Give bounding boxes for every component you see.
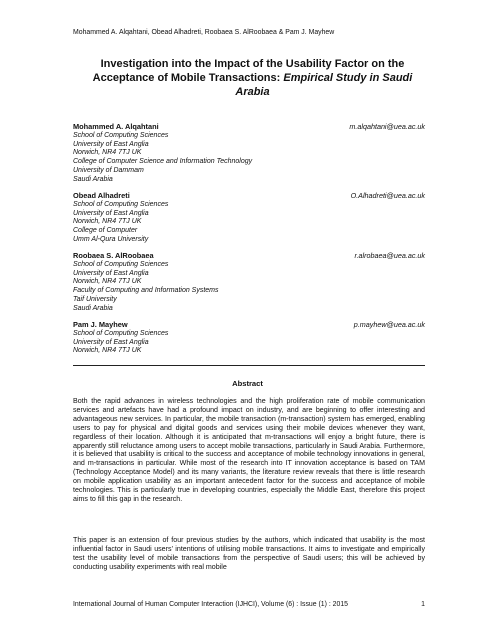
title-line-2-italic: Empirical Study in Saudi <box>283 72 413 84</box>
author-name: Pam J. Mayhew <box>73 320 128 329</box>
title-line-3: Arabia <box>235 86 270 98</box>
author-block <box>73 123 425 185</box>
author-email[interactable]: m.alqahtani@uea.ac.uk <box>349 122 425 131</box>
author-name: Obead Alhadreti <box>73 191 130 200</box>
affiliation-line: University of East Anglia <box>73 140 149 148</box>
affiliation-line: School of Computing Sciences <box>73 131 169 139</box>
affiliation-line: Norwich, NR4 7TJ UK <box>73 278 142 286</box>
paper-title <box>60 57 445 99</box>
affiliation-line: Faculty of Computing and Information Systems <box>73 287 219 295</box>
affiliation-line: University of Dammam <box>73 166 144 174</box>
affiliation-line: Norwich, NR4 7TJ UK <box>73 218 142 226</box>
author-email[interactable]: O.Alhadreti@uea.ac.uk <box>350 191 425 200</box>
affiliation-line: Saudi Arabia <box>73 304 113 312</box>
body-paragraph: This paper is an extension of four previous studies by the authors, which indicated that usability is the most influential factor in Saudi users’ intentions of utilising mobile transactions. It aims to investigate and empirically test the usability level of mobile transactions from the perspective of Saudi users; this will be achieved by conducting usability experiments with real mobile <box>73 536 425 571</box>
author-email[interactable]: p.mayhew@uea.ac.uk <box>353 320 425 329</box>
affiliation-line: Saudi Arabia <box>73 175 113 183</box>
affiliation-line: University of East Anglia <box>73 338 149 346</box>
abstract-heading: Abstract <box>232 379 263 388</box>
journal-citation: International Journal of Human Computer Interaction (IJHCI), Volume (6) : Issue (1) : 2015 <box>73 601 348 608</box>
author-block <box>73 321 425 356</box>
running-header: Mohammed A. Alqahtani, Obead Alhadreti, Roobaea S. AlRoobaea & Pam J. Mayhew <box>73 29 335 36</box>
author-block <box>73 192 425 245</box>
affiliation-line: Norwich, NR4 7TJ UK <box>73 149 142 157</box>
affiliation-line: School of Computing Sciences <box>73 260 169 268</box>
title-line-2-plain: Acceptance of Mobile Transactions: <box>92 72 284 84</box>
affiliation-line: Umm Al-Qura University <box>73 235 149 243</box>
author-name: Mohammed A. Alqahtani <box>73 122 159 131</box>
author-email[interactable]: r.alrobaea@uea.ac.uk <box>354 251 425 260</box>
affiliation-line: Norwich, NR4 7TJ UK <box>73 347 142 355</box>
affiliation-line: Taif University <box>73 295 117 303</box>
abstract-paragraph: Both the rapid advances in wireless technologies and the high proliferation rate of mobile communication services and artefacts have had a profound impact on industry, and are beginning to offer interesting and advantageous new services. In particular, the mobile transaction (m-transaction) system has emerged, enabling users to pay for physical and digital goods and services using their mobile devices whenever they want, regardless of their location. Although it is anticipated that m-transactions will enjoy a bright future, there is apparently still reluctance among users to accept mobile transactions, particularly in Saudi Arabia. Furthermore, it is believed that usability is critical to the success and acceptance of mobile technology innovations in general, and m-transactions in particular. While most of the research into IT innovation acceptance is based on TAM (Technology Acceptance Model) and its many variants, the literature review reveals that there is little research on mobile application usability as an important antecedent factor for the success and acceptance of mobile technologies. This is particularly true in developing countries, especially the Middle East, therefore this project aims to fill this gap in the research. <box>73 397 425 503</box>
affiliation-line: College of Computer Science and Information Technology <box>73 158 253 166</box>
affiliation-line: University of East Anglia <box>73 209 149 217</box>
title-line-1: Investigation into the Impact of the Usability Factor on the <box>100 58 405 70</box>
section-divider <box>73 365 425 366</box>
page-number: 1 <box>421 601 425 608</box>
author-block <box>73 252 425 314</box>
affiliation-line: School of Computing Sciences <box>73 200 169 208</box>
affiliation-line: School of Computing Sciences <box>73 329 169 337</box>
affiliation-line: College of Computer <box>73 227 138 235</box>
page-footer <box>73 601 425 608</box>
author-name: Roobaea S. AlRoobaea <box>73 251 154 260</box>
affiliation-line: University of East Anglia <box>73 269 149 277</box>
title-line-2 <box>60 71 445 85</box>
